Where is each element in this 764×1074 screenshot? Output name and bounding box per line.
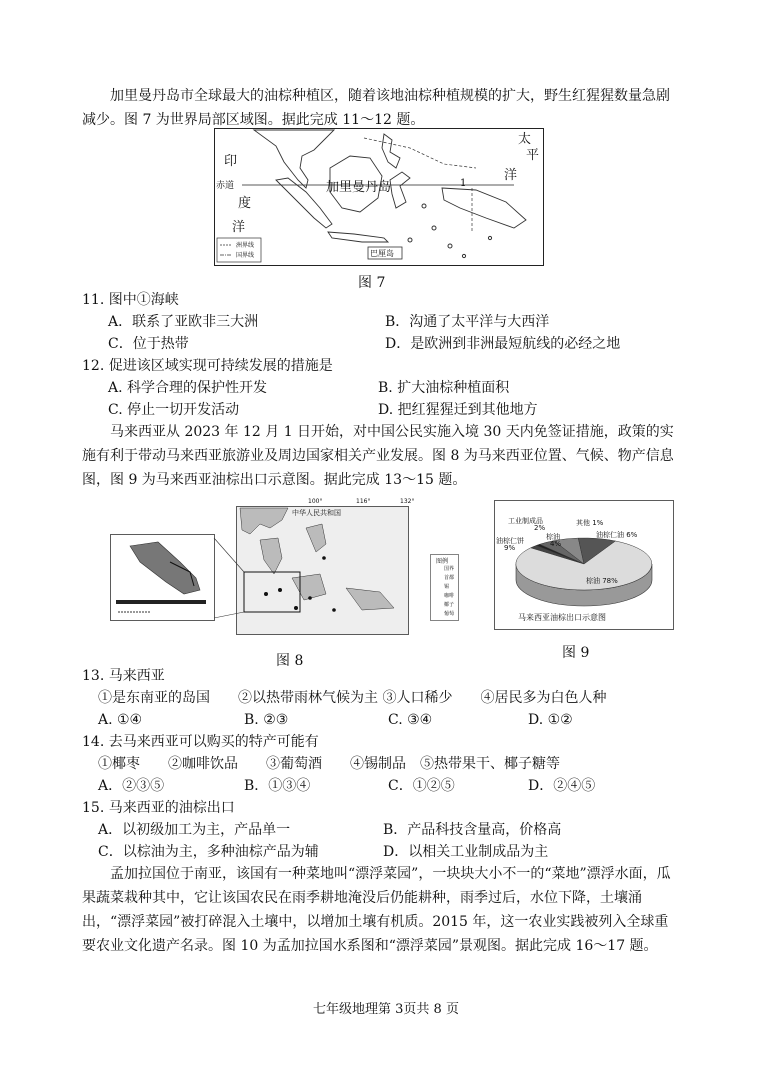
fig8-legend-title: 图例 <box>436 558 449 565</box>
q15-option-d: D．以相关工业制成品为主 <box>383 844 549 860</box>
q11-option-b: B．沟通了太平洋与大西洋 <box>385 314 550 330</box>
intro-paragraph-1: 加里曼丹岛市全球最大的油棕种植区，随着该地油棕种植规模的扩大，野生红猩猩数量急剧减少。图 7 为世界局部区域图。据此完成 11～12 题。 <box>82 88 670 128</box>
pie-label-kernel-cake-value: 9% <box>504 544 516 552</box>
q14-option-d: D．②④⑤ <box>528 778 596 794</box>
map-legend-item-2: 国界线 <box>236 252 255 259</box>
figure-9-pie <box>494 500 674 630</box>
q11-option-c: C．位于热带 <box>108 336 189 352</box>
q12-option-a: A. 科学合理的保护性开发 <box>108 380 268 396</box>
figure-7-caption: 图 7 <box>358 275 386 291</box>
fig8-lon-2: 116° <box>356 498 371 505</box>
label-yang-1: 洋 <box>232 220 246 235</box>
figure-9-caption: 图 9 <box>562 645 590 661</box>
q15-option-c: C．以棕油为主，多种油棕产品为辅 <box>98 844 319 860</box>
fig8-lon-1: 100° <box>308 498 323 505</box>
pie-label-other: 其他 1% <box>576 519 604 527</box>
label-equator: 赤道 <box>216 181 235 191</box>
q13-stem: 13. 马来西亚 <box>82 668 165 684</box>
label-borneo: 加里曼丹岛 <box>326 180 392 195</box>
intro-paragraph-2: 马来西亚从 2023 年 12 月 1 日开始，对中国公民实施入境 30 天内免签证措施，政策的实施有利于带动马来西亚旅游业及周边国家相关产业发展。图 8 为马来西亚位置、气候、物产信息图，图 9 为马来西亚油棕出口示意图。据此完成 13～15 题。 <box>82 424 674 488</box>
figure-8-caption: 图 8 <box>276 653 304 669</box>
figure-7-map <box>214 128 544 266</box>
pie-label-palm-oil-small-value: 4% <box>550 540 562 548</box>
q14-option-c: C．①②⑤ <box>388 778 455 794</box>
label-yin: 印 <box>224 154 238 169</box>
label-bali: 巴厘岛 <box>370 249 394 258</box>
q13-option-a: A. ①④ <box>98 712 143 728</box>
fig8-legend-5: 椰子 <box>444 602 455 608</box>
q14-items: ①椰枣 ②咖啡饮品 ③葡萄酒 ④锡制品 ⑤热带果干、椰子糖等 <box>98 756 560 772</box>
pie-label-industrial: 工业制成品 <box>508 517 543 525</box>
fig8-legend-2: 首都 <box>444 575 455 581</box>
q12-option-d: D. 把红猩猩迁到其他地方 <box>378 402 538 418</box>
pie-label-kernel-cake: 油棕仁饼 <box>496 537 524 545</box>
q11-option-a: A．联系了亚欧非三大洲 <box>108 314 259 330</box>
pie-title: 马来西亚油棕出口示意图 <box>518 613 606 622</box>
label-marker-1: 1 <box>460 178 467 189</box>
q13-option-c: C. ③④ <box>388 712 433 728</box>
pie-label-kernel-oil: 油棕仁油 6% <box>596 531 638 539</box>
fig8-lon-3: 132° <box>400 498 415 505</box>
fig8-legend-4: 咖啡 <box>444 593 455 599</box>
page-footer: 七年级地理第 3页共 8 页 <box>313 1002 459 1017</box>
intro-paragraph-3: 孟加拉国位于南亚，该国有一种菜地叫“漂浮菜园”，一块块大小不一的“菜地”漂浮水面，瓜果蔬菜栽种其中，它让该国农民在雨季耕地淹没后仍能耕种，雨季过后，水位下降，土壤涌出，“漂浮菜园”被打碎混入土壤中，以增加土壤有机质。2015 年，这一农业实践被列入全球重要农业文化遗产名录。图 10 为孟加拉国水系图和“漂浮菜园”景观图。据此完成 16～17 题。 <box>82 866 671 954</box>
q14-option-a: A．②③⑤ <box>98 778 165 794</box>
label-tai: 太 <box>518 132 532 147</box>
q13-option-b: B. ②③ <box>244 712 289 728</box>
map-svg <box>214 128 544 266</box>
figure-8-svg <box>110 498 460 638</box>
figure-8-map <box>110 498 460 638</box>
fig8-legend-6: 葡萄 <box>444 611 455 617</box>
label-du: 度 <box>238 196 252 211</box>
q12-option-b: B. 扩大油棕种植面积 <box>378 380 510 396</box>
q11-stem: 11. 图中①海峡 <box>82 292 179 308</box>
map-legend-item-1: 洲界线 <box>236 242 255 249</box>
q15-option-a: A．以初级加工为主，产品单一 <box>98 822 291 838</box>
q15-option-b: B．产品科技含量高，价格高 <box>383 822 562 838</box>
pie-label-palm-oil-small: 棕油 <box>546 533 560 541</box>
q13-option-d: D. ①② <box>528 712 573 728</box>
q11-option-d: D．是欧洲到非洲最短航线的必经之地 <box>385 336 621 352</box>
fig8-legend-3: 锡 <box>444 584 450 590</box>
label-yang-2: 洋 <box>504 168 518 183</box>
fig8-label-china: 中华人民共和国 <box>292 509 341 517</box>
q15-stem: 15. 马来西亚的油棕出口 <box>82 800 235 816</box>
q13-items: ①是东南亚的岛国 ②以热带雨林气候为主 ③人口稀少 ④居民多为白色人种 <box>98 690 607 706</box>
q14-stem: 14. 去马来西亚可以购买的特产可能有 <box>82 734 319 750</box>
q12-option-c: C. 停止一切开发活动 <box>108 402 240 418</box>
pie-label-palm-oil: 棕油 78% <box>586 577 618 585</box>
q12-stem: 12. 促进该区域实现可持续发展的措施是 <box>82 358 333 374</box>
fig8-legend-1: 国界 <box>444 566 455 572</box>
q14-option-b: B．①③④ <box>244 778 311 794</box>
label-ping: 平 <box>526 148 540 163</box>
pie-label-industrial-value: 2% <box>534 524 546 532</box>
